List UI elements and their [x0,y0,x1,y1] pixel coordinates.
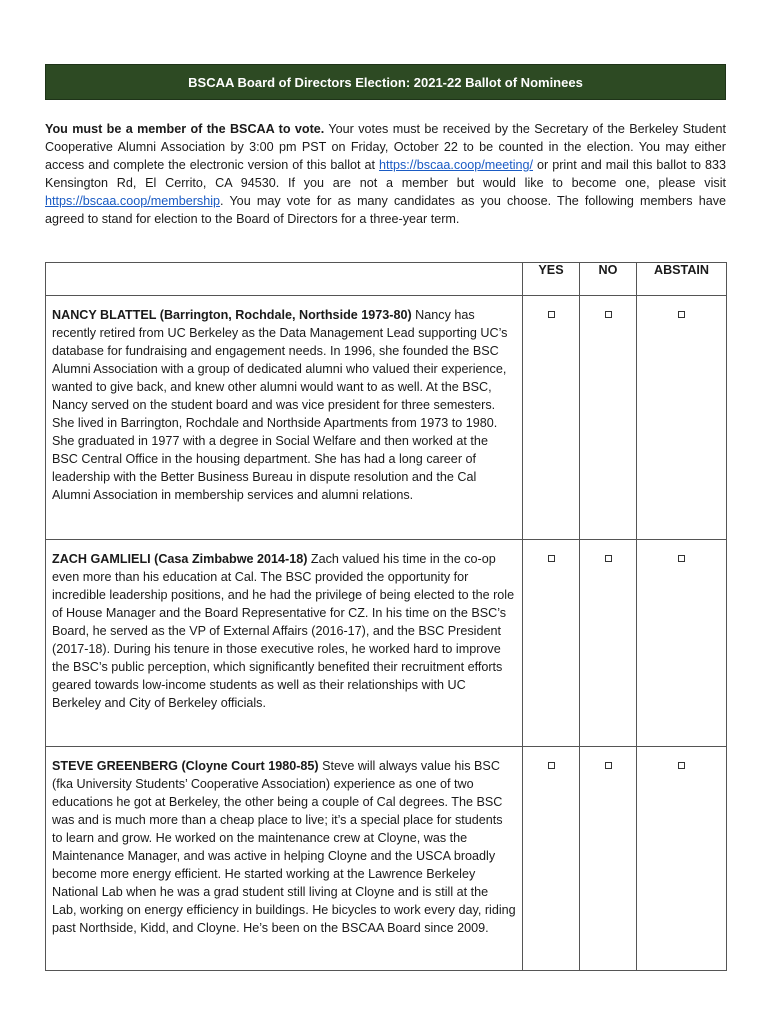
abstain-cell [637,540,727,747]
meeting-link[interactable]: https://bscaa.coop/meeting/ [379,158,534,172]
no-checkbox[interactable] [605,555,612,562]
yes-cell [523,540,580,747]
membership-requirement: You must be a member of the BSCAA to vote. [45,122,325,136]
no-column-header: NO [580,263,637,296]
candidate-row [46,296,727,540]
ballot-header-row [46,263,727,296]
ballot-title: BSCAA Board of Directors Election: 2021-22 Ballot of Nominees [188,74,583,90]
abstain-cell [637,747,727,971]
candidate-bio: Zach valued his time in the co-op even more than his education at Cal. The BSC provided the opportunity for incredible leadership positions, and he had the privilege of being elected to the role of House Manager and the Board Representative for CZ. In his time on the BSC’s Board, he served as the VP of External Affairs (2016-17), and the BSC President (2017-18). During his tenure in those executive roles, he worked hard to improve the BSC’s public perception, which significantly benefited their recruitment efforts geared towards low-income students as well as their relationships with UC Berkeley and City of Berkeley officials. [52,552,515,710]
instructions-text-2: or print and mail this ballot to 833 Kensington Rd, El Cerrito, CA 94530. If you are not a member but would like to become one, please visit [45,158,727,190]
no-checkbox[interactable] [605,762,612,769]
ballot-table [45,262,727,971]
candidate-bio: Nancy has recently retired from UC Berkeley as the Data Management Lead supporting UC’s database for fundraising and engagement needs. In 1996, she founded the BSC Alumni Association with a group of dedicated alumni who valued their experience, wanted to give back, and knew other alumni would want to as well. At the BSC, Nancy served on the student board and was vice president for three semesters. She lived in Barrington, Rochdale and Northside Apartments from 1973 to 1980. She graduated in 1977 with a degree in Social Welfare and then worked at the BSC Central Office in the housing department. She has had a long career of leadership with the Better Business Bureau in dispute resolution and the Cal Alumni Association in membership services and alumni relations. [52,308,508,502]
yes-cell [523,747,580,971]
no-cell [580,540,637,747]
candidate-bio-cell [46,540,523,747]
no-checkbox[interactable] [605,311,612,318]
candidate-name: NANCY BLATTEL (Barrington, Rochdale, Northside 1973-80) [52,308,412,322]
yes-checkbox[interactable] [548,311,555,318]
candidate-name: STEVE GREENBERG (Cloyne Court 1980-85) [52,759,319,773]
instructions-text-1: Your votes must be received by the Secretary of the Berkeley Student Cooperative Alumni Association by 3:00 pm PST on Friday, October 22 to be counted in the election. You may either access and complete the electronic version of this ballot at [45,122,727,172]
abstain-checkbox[interactable] [678,555,685,562]
no-cell [580,296,637,540]
abstain-checkbox[interactable] [678,311,685,318]
candidate-row [46,747,727,971]
candidate-name: ZACH GAMLIELI (Casa Zimbabwe 2014-18) [52,552,308,566]
instructions-text-3: . You may vote for as many candidates as you choose. The following members have agreed to stand for election to the Board of Directors for a three-year term. [45,194,726,226]
yes-checkbox[interactable] [548,555,555,562]
no-cell [580,747,637,971]
candidate-bio: Steve will always value his BSC (fka University Students’ Cooperative Association) experience as one of two educations he got at Berkeley, the other being a couple of Cal degrees. The BSC was and is much more than a cheap place to live; it’s a special place for students to learn and grow. He worked on the maintenance crew at Cloyne, was the Maintenance Manager, and was active in helping Cloyne and the USCA broadly become more energy efficient. He started working at the Lawrence Berkeley National Lab when he was a grad student still living at Cloyne and is still at the Lab, working on energy efficiency in buildings. He bicycles to work every day, riding past Northside, Kidd, and Cloyne. He’s been on the BSCAA Board since 2009. [52,759,516,935]
abstain-column-header: ABSTAIN [637,263,727,296]
abstain-checkbox[interactable] [678,762,685,769]
candidate-row [46,540,727,747]
membership-link[interactable]: https://bscaa.coop/membership [45,194,221,208]
instructions-paragraph [45,120,726,228]
yes-checkbox[interactable] [548,762,555,769]
candidate-bio-cell [46,747,523,971]
candidate-bio-cell [46,296,523,540]
candidate-column-header [46,263,523,296]
yes-cell [523,296,580,540]
yes-column-header: YES [523,263,580,296]
abstain-cell [637,296,727,540]
ballot-title-banner [45,64,726,100]
